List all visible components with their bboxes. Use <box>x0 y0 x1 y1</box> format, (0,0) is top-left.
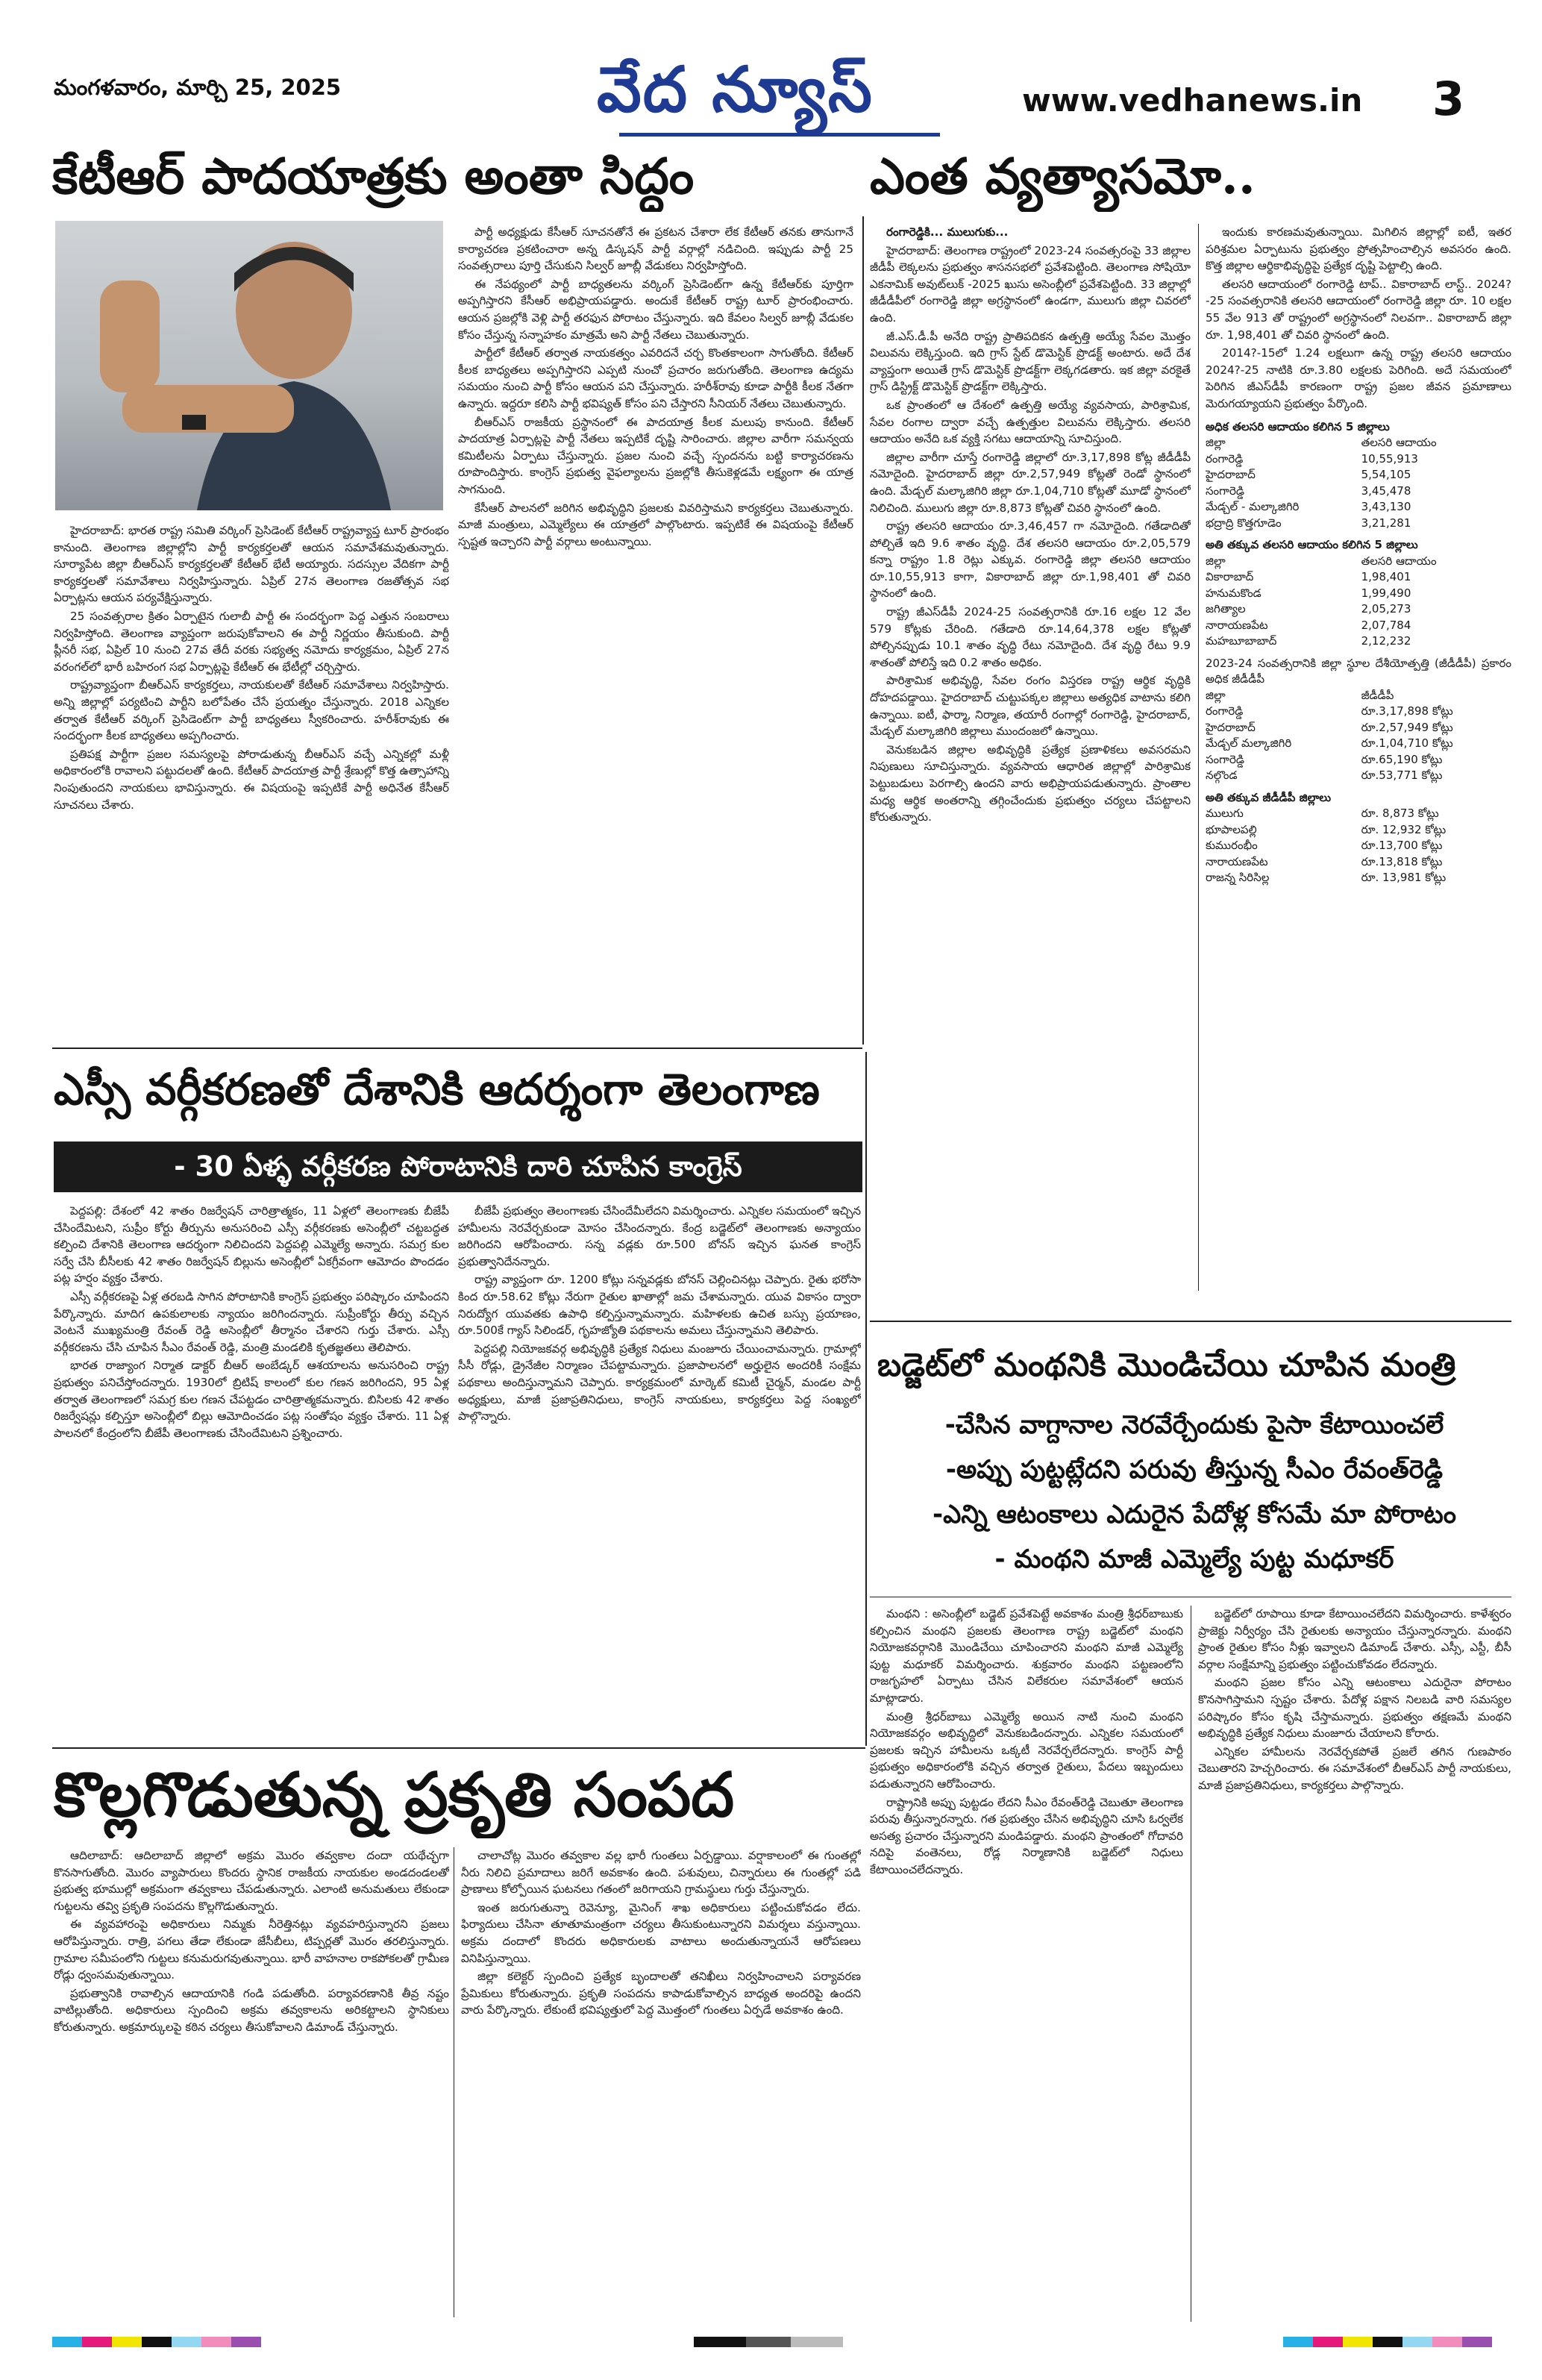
table-row <box>1206 483 1511 500</box>
table-row <box>1206 822 1511 839</box>
article4-paragraph: మంథని : అసెంబ్లీలో బడ్జెట్ ప్రవేశపెట్టే అవకాశం మంత్రి శ్రీధర్‌బాబుకు కల్పించిన మంథని ప్రజలకు తెలంగాణ రాష్ట్ర బడ్జెట్‌లో మంథని నియోజకవర్గానికి మొండిచేయి చూపించారని మంథని మాజీ ఎమ్మెల్యే పుట్ట మధూకర్ విమర్శించారు. శుక్రవారం మంథని పట్టణంలోని రాజగృహలో ఏర్పాటు చేసిన విలేకరుల సమావేశంలో ఆయన మాట్లాడారు. <box>870 1607 1183 1705</box>
article2-paragraph: ఒక ప్రాంతంలో ఆ దేశంలో ఉత్పత్తి అయ్యే వ్యవసాయ, పారిశ్రామిక, సేవల రంగాల ద్వారా వచ్చే ఉత్పత్తుల విలువను లెక్కిస్తారు. తలసరి ఆదాయం అనేది ఒక వ్యక్తి సగటు ఆదాయాన్ని సూచిస్తుంది. <box>870 398 1191 446</box>
table-header: జిల్లా <box>1206 688 1226 702</box>
article2-paragraph: రాష్ట్ర తలసరి ఆదాయం రూ.3,46,457 గా నమోదైంది. గతేడాదితో పోల్చితే ఇది 9.6 శాతం వృద్ధి. దేశ తలసరి ఆదాయం రూ.2,05,579 కన్నా రాష్ట్రం 1.8 రెట్లు ఎక్కువ. రంగారెడ్డి జిల్లా తలసరి ఆదాయం రూ.10,55,913 కాగా, వికారాబాద్ జిల్లా రూ.1,98,401 తో చివరి స్థానంలో ఉంది. <box>870 519 1191 601</box>
article1-column-1 <box>54 522 449 1045</box>
table-cell: 3,45,478 <box>1361 483 1411 498</box>
article2-column-2 <box>1206 224 1511 1298</box>
table-cell: రూ. 8,873 కోట్లు <box>1361 807 1439 821</box>
table-cell: ములుగు <box>1206 807 1244 821</box>
table-cell: రూ.2,57,949 కోట్లు <box>1361 720 1453 734</box>
article3-banner <box>54 1142 862 1192</box>
table-cell: నారాయణపేట <box>1206 854 1268 868</box>
article1-headline: కేటీఆర్ పాదయాత్రకు అంతా సిద్ధం <box>52 147 695 205</box>
table-header: తలసరి ఆదాయం <box>1361 436 1437 450</box>
column-divider <box>862 216 864 1045</box>
article1-photo <box>55 221 443 510</box>
table-cell: సంగారెడ్డి <box>1206 752 1244 766</box>
article4-bullet: -ఎన్ని ఆటంకాలు ఎదురైన పేదోళ్ల కోసమే మా పోరాటం <box>932 1500 1457 1529</box>
article1-paragraph: రాష్ట్రవ్యాప్తంగా బీఆర్ఎస్ కార్యకర్తలు, నాయకులతో కేటీఆర్ సమావేశాలు నిర్వహిస్తారు. అన్ని జిల్లాల్లో పర్యటించి పార్టీని బలోపేతం చేసే ప్రయత్నం చేస్తున్నారు. 2018 ఎన్నికల తర్వాత కేటీఆర్ వర్కింగ్ ప్రెసిడెంట్‌గా పార్టీ బాధ్యతలు స్వీకరించారు. హరీశ్‌రావుకు ఈ సందర్భంగా కీలక బాధ్యతలు అప్పగించారు. <box>54 678 449 743</box>
table-row <box>1206 516 1511 532</box>
table-cell: 5,54,105 <box>1361 468 1411 482</box>
article1-paragraph: పార్టీ అధ్యక్షుడు కేసీఆర్ సూచనతోనే ఈ ప్రకటన చేశారా లేక కేటీఆర్ తనకు తానుగానే కార్యాచరణ ప్రకటించారా అన్న డిస్కషన్ పార్టీ వర్గాల్లో నడిచింది. ఇప్పుడు పార్టీ 25 సంవత్సరాలు పూర్తి చేసుకుని సిల్వర్ జూబ్లీ వేడుకలు నిర్వహిస్తోంది. <box>458 225 853 273</box>
table-cell: రూ.13,700 కోట్లు <box>1361 839 1443 853</box>
table-row <box>1206 838 1511 854</box>
article3-paragraph: పెద్దపల్లి నియోజకవర్గ అభివృద్ధికి ప్రత్యేక నిధులు మంజూరు చేయించామన్నారు. గ్రామాల్లో సీసీ రోడ్లు, డ్రైనేజీల నిర్మాణం చేపట్టామన్నారు. ప్రజాపాలనలో అర్హులైన అందరికీ సంక్షేమ పథకాలు అందిస్తున్నామని చెప్పారు. కార్యక్రమంలో మార్కెట్ కమిటీ చైర్మన్, మండల పార్టీ అధ్యక్షులు, మాజీ ప్రజాప్రతినిధులు, కాంగ్రెస్ నాయకులు, కార్యకర్తలు పెద్ద సంఖ్యలో పాల్గొన్నారు. <box>458 1341 861 1424</box>
article4-bullets <box>877 1403 1511 1582</box>
column-divider <box>865 1052 867 1746</box>
table-cell: రూ.65,190 కోట్లు <box>1361 752 1443 766</box>
column-divider <box>1198 224 1199 1291</box>
table-cell: మేడ్చల్ మల్కాజిగిరి <box>1206 736 1292 751</box>
article1-paragraph: 25 సంవత్సరాల క్రితం ఏర్పాటైన గులాబీ పార్టీ ఈ సందర్భంగా పెద్ద ఎత్తున సంబరాలు నిర్వహిస్తోంది. తెలంగాణ వ్యాప్తంగా జరుపుకోవాలని ఈ పార్టీ నిర్ణయం తీసుకుంది. పార్టీ ప్లీనరీ సభ, ఏప్రిల్ 10 నుంచి 27వ తేదీ వరకు సభ్యత్వ నమోదు కార్యక్రమం, ఏప్రిల్ 27న వరంగల్‌లో భారీ బహిరంగ సభ ఏర్పాట్లపై కేటీఆర్ ఈ భేటీల్లో చర్చిస్తారు. <box>54 609 449 674</box>
article2-paragraph: 2014?-15లో 1.24 లక్షలుగా ఉన్న రాష్ట్ర తలసరి ఆదాయం 2024?-25 నాటికి రూ.3.80 లక్షలకు పెరిగింది. అదే సమయంలో పెరిగిన జీఎస్‌డీపీ కారణంగా రాష్ట్ర ప్రజల జీవన ప్రమాణాలు మెరుగయ్యాయని ప్రభుత్వం పేర్కొంది. <box>1206 346 1511 410</box>
article2-paragraph: వెనుకబడిన జిల్లాల అభివృద్ధికి ప్రత్యేక ప్రణాళికలు అవసరమని నిపుణులు సూచిస్తున్నారు. వ్యవసాయ ఆధారిత జిల్లాల్లో పారిశ్రామిక పెట్టుబడులు పెరగాల్సి ఉందని వారు అభిప్రాయపడుతున్నారు. ప్రాంతాల మధ్య ఆర్థిక అంతరాన్ని తగ్గించేందుకు ప్రభుత్వం చర్యలు చేపట్టాలని కోరుతున్నారు. <box>870 742 1191 824</box>
gddp-table-title: 2023-24 సంవత్సరానికి జిల్లా స్థూల దేశీయోత్పత్తి (జీడీడీపీ) ప్రకారం అధిక జీడీడీపీ <box>1206 656 1511 686</box>
table-row <box>1206 586 1511 602</box>
table-cell: 10,55,913 <box>1361 451 1418 466</box>
article2-paragraph: రాష్ట్ర జీఎస్‌డీపీ 2024-25 సంవత్సరానికి రూ.16 లక్షల 12 వేల 579 కోట్లకు చేరింది. గతేడాది రూ.14,64,378 లక్షల కోట్లతో పోల్చినప్పుడు 10.1 శాతం వృద్ధి రేటు నమోదైంది. దేశ వృద్ధి రేటు 9.9 శాతంతో పోలిస్తే ఇది 0.2 శాతం అధికం. <box>870 605 1191 669</box>
article4-bullet: -అప్పు పుట్టట్లేదని పరువు తీస్తున్న సీఎం రేవంత్‌రెడ్డి <box>945 1455 1444 1485</box>
article2-paragraph: రంగారెడ్డికి... ములుగుకు... <box>886 225 1009 239</box>
table-cell: రూ.3,17,898 కోట్లు <box>1361 704 1453 718</box>
article5-paragraph: ఆదిలాబాద్: ఆదిలాబాద్ జిల్లాలో అక్రమ మొరం తవ్వకాల దందా యథేచ్ఛగా కొనసాగుతోంది. మొరం వ్యాపారులు కొందరు స్థానిక రాజకీయ నాయకుల అండదండలతో ప్రభుత్వ భూముల్లో అక్రమంగా తవ్వకాలు చేపడుతున్నారు. ఎలాంటి అనుమతులు లేకుండా గుట్టలను తవ్వి ప్రకృతి సంపదను కొల్లగొడుతున్నారు. <box>54 1849 449 1913</box>
section-divider <box>870 1321 1511 1322</box>
article2-paragraph: ఇందుకు కారణమవుతున్నాయి. మిగిలిన జిల్లాల్లో ఐటీ, ఇతర పరిశ్రమల ఏర్పాటును ప్రభుత్వం ప్రోత్సహించాల్సిన అవసరం ఉంది. కొత్త జిల్లాల ఆర్థికాభివృద్ధిపై ప్రత్యేక దృష్టి పెట్టాల్సి ఉంది. <box>1206 225 1511 273</box>
article1-paragraph: కేసీఆర్ పాలనలో జరిగిన అభివృద్ధిని ప్రజలకు వివరిస్తామని కార్యకర్తలు చెబుతున్నారు. మాజీ మంత్రులు, ఎమ్మెల్యేలు ఈ యాత్రలో పాల్గొంటారు. ఇప్పటికే ఈ విషయంపై కేటీఆర్ స్పష్టత ఇచ్చారని పార్టీ వర్గాలు అంటున్నాయి. <box>458 501 853 548</box>
table-cell: నల్గొండ <box>1206 768 1238 783</box>
top-income-table-title: అధిక తలసరి ఆదాయం కలిగిన 5 జిల్లాలు <box>1206 419 1390 433</box>
section-divider <box>52 1047 862 1049</box>
table-cell: 1,98,401 <box>1361 570 1411 584</box>
article5-paragraph: జిల్లా కలెక్టర్ స్పందించి ప్రత్యేక బృందాలతో తనిఖీలు నిర్వహించాలని పర్యావరణ ప్రేమికులు కోరుతున్నారు. ప్రకృతి సంపదను కాపాడుకోవాల్సిన బాధ్యత అందరిపై ఉందని వారు పేర్కొన్నారు. లేకుంటే భవిష్యత్తులో పెద్ద మొత్తంలో గుంతలు ఏర్పడే అవకాశం ఉంది. <box>461 1970 861 2017</box>
article2-paragraph: హైదరాబాద్: తెలంగాణ రాష్ట్రంలో 2023-24 సంవత్సరంపై 33 జిల్లాల జీడీపీ లెక్కలను ప్రభుత్వం శాసనసభలో ప్రవేశపెట్టింది. తెలంగాణ సోషియో ఎకనామిక్ అవుట్‌లుక్ -2025 ఖుసు అసెంబ్లీలో ప్రవేశపెట్టింది. 33 జిల్లాల్లో జీడీడీపీలో రంగారెడ్డి జిల్లా అగ్రస్థానంలో ఉండగా, ములుగు జిల్లా చివరలో ఉంది. <box>870 243 1191 325</box>
article3-headline: ఎస్సీ వర్గీకరణతో దేశానికి ఆదర్శంగా తెలంగాణ <box>54 1064 820 1115</box>
article1-column-2 <box>458 224 853 1045</box>
article4-paragraph: బడ్జెట్‌లో రూపాయి కూడా కేటాయించలేదని విమర్శించారు. కాళేశ్వరం ప్రాజెక్టు నిర్వీర్యం చేసి రైతులకు అన్యాయం చేస్తున్నారన్నారు. మంథని ప్రాంత రైతుల కోసం నీళ్లు ఇవ్వాలని డిమాండ్ చేశారు. ఎస్సీ, ఎస్టీ, బీసీ వర్గాల సంక్షేమాన్ని ప్రభుత్వం పట్టించుకోవడం లేదన్నారు. <box>1198 1607 1511 1671</box>
article5-column-1 <box>54 1847 449 2325</box>
article3-paragraph: పెద్దపల్లి: దేశంలో 42 శాతం రిజర్వేషన్ చారిత్రాత్మకం, 11 ఏళ్లలో తెలంగాణకు బీజేపీ చేసిందేమిటని, సుప్రీం కోర్టు తీర్పును అనుసరించి ఎస్సీ వర్గీకరణకు అసెంబ్లీలో చట్టబద్ధత కల్పించి దేశానికి తెలంగాణ ఆదర్శంగా నిలిచిందని పెద్దపల్లి ఎమ్మెల్యే అన్నారు. సమగ్ర కుల సర్వే చేసి బీసీలకు 42 శాతం రిజర్వేషన్ బిల్లును అసెంబ్లీలో ఏకగ్రీవంగా ఆమోదం పొందడం పట్ల హర్షం వ్యక్తం చేశారు. <box>54 1204 449 1285</box>
table-row <box>1206 467 1511 483</box>
issue-date: మంగళవారం, మార్చి 25, 2025 <box>54 75 342 100</box>
article4-column-2 <box>1198 1606 1511 2329</box>
table-cell: రూ.1,04,710 కోట్లు <box>1361 736 1453 751</box>
article1-paragraph: ప్రతిపక్ష పార్టీగా ప్రజల సమస్యలపై పోరాడుతున్న బీఆర్ఎస్ వచ్చే ఎన్నికల్లో మళ్లీ అధికారంలోకి రావాలని పట్టుదలతో ఉంది. కేటీఆర్ పాదయాత్ర పార్టీ శ్రేణుల్లో కొత్త ఉత్సాహాన్ని నింపుతుందని నాయకులు భావిస్తున్నారు. ఈ విషయంపై ఇప్పటికే పార్టీ అధినేత కేసీఆర్ సూచనలు చేశారు. <box>54 747 449 812</box>
table-cell: రాజన్న సిరిసిల్ల <box>1206 871 1270 885</box>
table-cell: కుమురంభీం <box>1206 839 1258 853</box>
table-cell: 3,21,281 <box>1361 516 1411 530</box>
article2-paragraph: పారిశ్రామిక అభివృద్ధి, సేవల రంగం విస్తరణ రాష్ట్ర ఆర్థిక వృద్ధికి దోహదపడ్డాయి. హైదరాబాద్ చుట్టుపక్కల జిల్లాలు అత్యధిక వాటాను కలిగి ఉన్నాయి. ఐటీ, ఫార్మా, నిర్మాణ, తయారీ రంగాల్లో రంగారెడ్డి, హైదరాబాద్, మేడ్చల్ మల్కాజిగిరి జిల్లాలు ముందంజలో ఉన్నాయి. <box>870 674 1191 739</box>
masthead-logo: వేద న్యూస్ <box>597 52 874 126</box>
table-cell: హైదరాబాద్ <box>1206 468 1256 482</box>
table-header: తలసరి ఆదాయం <box>1361 554 1437 568</box>
table-cell: రూ.13,818 కోట్లు <box>1361 854 1443 868</box>
table-header: జిల్లా <box>1206 554 1226 568</box>
table-row <box>1206 601 1511 618</box>
print-registration-strip-center <box>694 2337 843 2347</box>
table-cell: రంగారెడ్డి <box>1206 704 1244 718</box>
table-header: జీడీడీపీ <box>1361 688 1394 702</box>
article3-column-1 <box>54 1203 449 1740</box>
article3-column-2 <box>458 1203 861 1740</box>
gddp-low-table-title: అతి తక్కువ జీడీడీపీ జిల్లాలు <box>1206 790 1332 804</box>
article3-paragraph: భారత రాజ్యాంగ నిర్మాత డాక్టర్ బీఆర్ అంబేడ్కర్ ఆశయాలను అనుసరించి రాష్ట్ర ప్రభుత్వం పనిచేస్తోందన్నారు. 1930లో బ్రిటిష్ కాలంలో కుల గణన జరిగిందని, 95 ఏళ్ల తర్వాత తెలంగాణలో సమగ్ర కుల గణన చేపట్టడం చారిత్రాత్మకమన్నారు. బిసిలకు 42 శాతం రిజర్వేషన్లు కల్పిస్తూ అసెంబ్లీలో బిల్లు ఆమోదించడం పట్ల సంతోషం వ్యక్తం చేశారు. 11 ఏళ్ల పాలనలో కేంద్రంలోని బీజేపీ తెలంగాణకు చేసిందేమిటని ప్రశ్నించారు. <box>54 1359 449 1440</box>
print-registration-strip-right <box>1283 2337 1492 2347</box>
person-photo-icon <box>55 221 443 510</box>
article4-paragraph: మంత్రి శ్రీధర్‌బాబు ఎమ్మెల్యే అయిన నాటి నుంచి మంథని నియోజకవర్గం అభివృద్ధిలో వెనుకబడిందన్నారు. ఎన్నికల సమయంలో ప్రజలకు ఇచ్చిన హామీలను ఒక్కటీ నెరవేర్చలేదన్నారు. కాంగ్రెస్ పార్టీ ప్రభుత్వం అధికారంలోకి వచ్చిన తర్వాత రైతులు, పేదలు ఇబ్బందులు పడుతున్నారని ఆరోపించారు. <box>870 1709 1183 1791</box>
table-row <box>1206 806 1511 822</box>
article4-bullet: - మంథని మాజీ ఎమ్మెల్యే పుట్ట మధూకర్ <box>994 1544 1394 1574</box>
table-cell: రూ.53,771 కోట్లు <box>1361 768 1443 783</box>
table-row <box>1206 870 1511 886</box>
table-cell: నారాయణపేట <box>1206 618 1268 632</box>
table-header: జిల్లా <box>1206 436 1226 450</box>
table-cell: 2,07,784 <box>1361 618 1411 632</box>
article5-paragraph: ఈ వ్యవహారంపై అధికారులు నిమ్మకు నీరెత్తినట్లు వ్యవహరిస్తున్నారని ప్రజలు ఆరోపిస్తున్నారు. రాత్రి, పగలు తేడా లేకుండా జేసీబీలు, టిప్పర్లతో మొరం తరలిస్తున్నారు. గ్రామాల సమీపంలోని గుట్టలు కనుమరుగవుతున్నాయి. భారీ వాహనాల రాకపోకలతో గ్రామీణ రోడ్లు ధ్వంసమవుతున్నాయి. <box>54 1917 449 1982</box>
page-number: 3 <box>1432 72 1465 126</box>
article2-headline: ఎంత వ్యత్యాసమో.. <box>870 147 1256 205</box>
table-row <box>1206 704 1511 720</box>
article3-banner-text: - 30 ఏళ్ళ వర్గీకరణ పోరాటానికి దారి చూపిన కాంగ్రెస్ <box>174 1150 742 1183</box>
table-row <box>1206 768 1511 784</box>
table-cell: సంగారెడ్డి <box>1206 483 1244 498</box>
table-cell: భద్రాద్రి కొత్తగూడెం <box>1206 516 1282 530</box>
table-cell: హనుమకొండ <box>1206 586 1262 600</box>
table-cell: రంగారెడ్డి <box>1206 451 1244 466</box>
article4-headline: బడ్జెట్‌లో మంథనికి మొండిచేయి చూపిన మంత్రి <box>877 1347 1456 1384</box>
table-row <box>1206 736 1511 752</box>
article4-paragraph: మంథని ప్రజల కోసం ఎన్ని ఆటంకాలు ఎదురైనా పోరాటం కొనసాగిస్తామని స్పష్టం చేశారు. పేదోళ్ల పక్షాన నిలబడి వారి సమస్యల పరిష్కారం కోసం కృషి చేస్తామన్నారు. ప్రభుత్వం తక్షణమే మంథని అభివృద్ధికి ప్రత్యేక నిధులు మంజూరు చేయాలని కోరారు. <box>1198 1676 1511 1741</box>
article1-paragraph: హైదరాబాద్: భారత రాష్ట్ర సమితి వర్కింగ్ ప్రెసిడెంట్ కేటీఆర్ రాష్ట్రవ్యాప్త టూర్ ప్రారంభం కానుంది. తెలంగాణ జిల్లాల్లోని పార్టీ కార్యకర్తలతో ఆయన సమావేశమవుతున్నారు. సూర్యాపేట జిల్లా బీఆర్ఎస్ కార్యకర్తలతో కేటీఆర్ భేటీ అయ్యారు. సదస్సుల వేదికగా పార్టీ కార్యకర్తలతో సమావేశాలు నిర్వహిస్తున్నారు. ఏప్రిల్ 27న తెలంగాణ రజతోత్సవ సభ ఏర్పాట్లను ఆయన పర్యవేక్షిస్తున్నారు. <box>54 524 449 605</box>
article5-paragraph: చాలాచోట్ల మొరం తవ్వకాల వల్ల భారీ గుంతలు ఏర్పడ్డాయి. వర్షాకాలంలో ఈ గుంతల్లో నీరు నిలిచి ప్రమాదాలు జరిగే అవకాశం ఉంది. పశువులు, చిన్నారులు ఈ గుంతల్లో పడి ప్రాణాలు కోల్పోయిన ఘటనలు గతంలో జరిగాయని గ్రామస్థులు గుర్తు చేస్తున్నారు. <box>461 1849 861 1897</box>
table-cell: మేడ్చల్ - మల్కాజిగిరి <box>1206 500 1300 514</box>
article5-column-2 <box>461 1847 861 2325</box>
article1-paragraph: పార్టీలో కేటీఆర్ తర్వాత నాయకత్వం ఎవరిదనే చర్చ కొంతకాలంగా సాగుతోంది. కేటీఆర్ కీలక బాధ్యతలు అప్పగిస్తారని ఎప్పటి నుంచో ప్రచారం జరుగుతోంది. తెలంగాణ ఉద్యమ సమయం నుంచి పార్టీ కోసం ఆయన పని చేస్తున్నారు. హరీశ్‌రావు కూడా పార్టీకి కీలక నేతగా ఉన్నారు. ఇద్దరూ కలిసి పార్టీ భవిష్యత్‌ కోసం పని చేస్తారని సీనియర్ నేతలు చెబుతున్నారు. <box>458 346 853 410</box>
table-cell: హైదరాబాద్ <box>1206 720 1256 734</box>
article5-paragraph: ప్రభుత్వానికి రావాల్సిన ఆదాయానికి గండి పడుతోంది. పర్యావరణానికి తీవ్ర నష్టం వాటిల్లుతోంది. అధికారులు స్పందించి అక్రమ తవ్వకాలను అరికట్టాలని స్థానికులు కోరుతున్నారు. అక్రమార్కులపై కఠిన చర్యలు తీసుకోవాలని డిమాండ్ చేస్తున్నారు. <box>54 1986 449 2034</box>
article2-paragraph: జీ.ఎస్.డీ.పీ అనేది రాష్ట్ర ప్రాతిపదికన ఉత్పత్తి అయ్యే సేవల మొత్తం విలువను లెక్కిస్తుంది. ఇది గ్రాస్ స్టేట్ డొమెస్టిక్ ప్రొడక్ట్ అంటారు. అదే దేశ వ్యాప్తంగా అయితే గ్రాస్ డొమెస్టిక్ ప్రొడక్ట్‌గా లెక్కగడతారు. ఇక జిల్లా వరకైతే గ్రాస్ డిస్ట్రిక్ట్ డొమెస్టిక్ ప్రొడక్ట్‌గా లెక్కిస్తారు. <box>870 329 1191 394</box>
table-row <box>1206 752 1511 768</box>
table-cell: 1,99,490 <box>1361 586 1411 600</box>
table-cell: 2,12,232 <box>1361 634 1411 648</box>
article5-paragraph: ఇంత జరుగుతున్నా రెవెన్యూ, మైనింగ్ శాఖ అధికారులు పట్టించుకోవడం లేదు. ఫిర్యాదులు చేసినా తూతూమంత్రంగా చర్యలు తీసుకుంటున్నారని విమర్శలు వస్తున్నాయి. అక్రమ దందాలో కొందరు అధికారులకు వాటాలు అందుతున్నాయనే ఆరోపణలు వినిపిస్తున్నాయి. <box>461 1900 861 1965</box>
article5-headline: కొల్లగొడుతున్న ప్రకృతి సంపద <box>54 1759 735 1831</box>
table-row <box>1206 618 1511 634</box>
table-cell: వికారాబాద్ <box>1206 570 1254 584</box>
masthead-underline <box>619 133 940 137</box>
table-row <box>1206 569 1511 586</box>
article3-paragraph: బీజేపీ ప్రభుత్వం తెలంగాణకు చేసిందేమీలేదని విమర్శించారు. ఎన్నికల సమయంలో ఇచ్చిన హామీలను నెరవేర్చకుండా మోసం చేసిందన్నారు. కేంద్ర బడ్జెట్‌లో తెలంగాణకు అన్యాయం జరిగిందని ఆరోపించారు. సన్న వడ్లకు రూ.500 బోనస్ ఇచ్చిన ఘనత కాంగ్రెస్ ప్రభుత్వానిదేనన్నారు. <box>458 1204 861 1268</box>
low-income-table-title: అతి తక్కువ తలసరి ఆదాయం కలిగిన 5 జిల్లాలు <box>1206 538 1418 552</box>
article1-paragraph: బీఆర్ఎస్ రాజకీయ ప్రస్థానంలో ఈ పాదయాత్ర కీలక మలుపు కానుంది. కేటీఆర్ పాదయాత్ర ఏర్పాట్లపై పార్టీ నేతలు ఇప్పటికే దృష్టి సారించారు. జిల్లాల వారీగా సమన్వయ కమిటీలను ఏర్పాటు చేస్తున్నారు. ప్రజల నుంచి వచ్చే స్పందనను బట్టి కార్యాచరణను రూపొందిస్తారు. కాంగ్రెస్ ప్రభుత్వ వైఫల్యాలను ప్రజల్లోకి తీసుకెళ్లడమే లక్ష్యంగా ఈ యాత్ర సాగనుంది. <box>458 415 853 496</box>
table-cell: రూ. 12,932 కోట్లు <box>1361 822 1447 836</box>
table-cell: రూ. 13,981 కోట్లు <box>1361 871 1447 885</box>
top-income-table <box>1206 435 1511 886</box>
article3-paragraph: రాష్ట్ర వ్యాప్తంగా రూ. 1200 కోట్లు సన్నవడ్లకు బోనస్ చెల్లించినట్లు చెప్పారు. రైతు భరోసా కింద రూ.58.62 కోట్లు నేరుగా రైతుల ఖాతాల్లో జమ చేశామన్నారు. యువ వికాసం ద్వారా నిరుద్యోగ యువతకు ఉపాధి కల్పిస్తున్నామన్నారు. మహిళలకు ఉచిత బస్సు ప్రయాణం, రూ.500కే గ్యాస్ సిలిండర్, గృహజ్యోతి పథకాలను అమలు చేస్తున్నామని తెలిపారు. <box>458 1273 861 1338</box>
masthead <box>0 0 1542 142</box>
table-row <box>1206 451 1511 468</box>
article4-bullet: -చేసిన వాగ్దానాల నెరవేర్చేందుకు పైసా కేటాయించలే <box>944 1410 1444 1440</box>
section-divider <box>52 1747 865 1749</box>
article4-column-1 <box>870 1606 1183 2329</box>
table-cell: జగిత్యాల <box>1206 602 1246 616</box>
table-cell: 3,43,130 <box>1361 500 1411 514</box>
table-row <box>1206 633 1511 650</box>
article3-paragraph: ఎస్సీ వర్గీకరణపై ఏళ్ల తరబడి సాగిన పోరాటానికి కాంగ్రెస్ ప్రభుత్వం పరిష్కారం చూపిందని పేర్కొన్నారు. మాదిగ ఉపకులాలకు న్యాయం జరిగిందన్నారు. సుప్రీంకోర్టు తీర్పు వచ్చిన వెంటనే ముఖ్యమంత్రి రేవంత్ రెడ్డి అసెంబ్లీలో తీర్మానం చేశారని గుర్తు చేశారు. ఎస్సీ వర్గీకరణను చేసి చూపిన సీఎం రేవంత్ రెడ్డి, మంత్రి మండలికి కృతజ్ఞతలు తెలిపారు. <box>54 1289 449 1354</box>
article2-paragraph: జిల్లాల వారీగా చూస్తే రంగారెడ్డి జిల్లాలో రూ.3,17,898 కోట్ల జీడీడీపీ నమోదైంది. హైదరాబాద్ జిల్లా రూ.2,57,949 కోట్లతో రెండో స్థానంలో ఉంది. మేడ్చల్ మల్కాజిగిరి జిల్లా రూ.1,04,710 కోట్లతో మూడో స్థానంలో నిలిచింది. ములుగు జిల్లా రూ.8,873 కోట్లతో చివరి స్థానంలో ఉంది. <box>870 450 1191 515</box>
article1-paragraph: ఈ నేపథ్యంలో పార్టీ బాధ్యతలను వర్కింగ్ ప్రెసిడెంట్‌గా ఉన్న కేటీఆర్‌కు పూర్తిగా అప్పగిస్తారని కేసీఆర్ అభిప్రాయపడ్డారు. అందుకే కేటీఆర్ రాష్ట్ర టూర్ ప్రారంభించారు. ఆయన ప్రజల్లోకి వెళ్లి పార్టీ తరఫున పోరాటం చేస్తున్నారు. ఇది కేవలం సిల్వర్ జూబ్లీ వేడుకల కోసం చేస్తున్న సన్నాహకం మాత్రమే అని పార్టీ నేతలు చెబుతున్నారు. <box>458 277 853 342</box>
print-registration-strip-left <box>52 2337 261 2347</box>
table-cell: మహబూబాబాద్ <box>1206 634 1277 648</box>
table-cell: భూపాలపల్లి <box>1206 822 1257 836</box>
table-row <box>1206 499 1511 516</box>
table-cell: 2,05,273 <box>1361 602 1411 616</box>
article4-paragraph: రాష్ట్రానికి అప్పు పుట్టడం లేదని సీఎం రేవంత్‌రెడ్డి చెబుతూ తెలంగాణ పరువు తీస్తున్నారన్నారు. గత ప్రభుత్వం చేసిన అభివృద్ధిని చూసి ఓర్వలేక అసత్య ప్రచారం చేస్తున్నారని మండిపడ్డారు. మంథని ప్రాంతంలో గోదావరి నదిపై వంతెనలు, రోడ్ల నిర్మాణానికి బడ్జెట్‌లో నిధులు కేటాయించలేదన్నారు. <box>870 1795 1183 1876</box>
website-url[interactable]: www.vedhanews.in <box>1022 82 1363 119</box>
table-row <box>1206 854 1511 871</box>
article4-paragraph: ఎన్నికల హామీలను నెరవేర్చకపోతే ప్రజలే తగిన గుణపాఠం చెబుతారని హెచ్చరించారు. ఈ సమావేశంలో బీఆర్ఎస్ పార్టీ నాయకులు, మాజీ ప్రజాప్రతినిధులు, కార్యకర్తలు పాల్గొన్నారు. <box>1198 1744 1511 1792</box>
article2-paragraph: తలసరి ఆదాయంలో రంగారెడ్డి టాప్.. వికారాబాద్ లాస్ట్.. 2024?-25 సంవత్సరానికి తలసరి ఆదాయంలో రంగారెడ్డి జిల్లా రూ. 10 లక్షల 55 వేల 913 తో రాష్ట్రంలో అగ్రస్థానంలో నిలవగా.. వికారాబాద్ జిల్లా రూ. 1,98,401 తో చివరి స్థానంలో ఉంది. <box>1206 277 1511 342</box>
table-row <box>1206 720 1511 736</box>
